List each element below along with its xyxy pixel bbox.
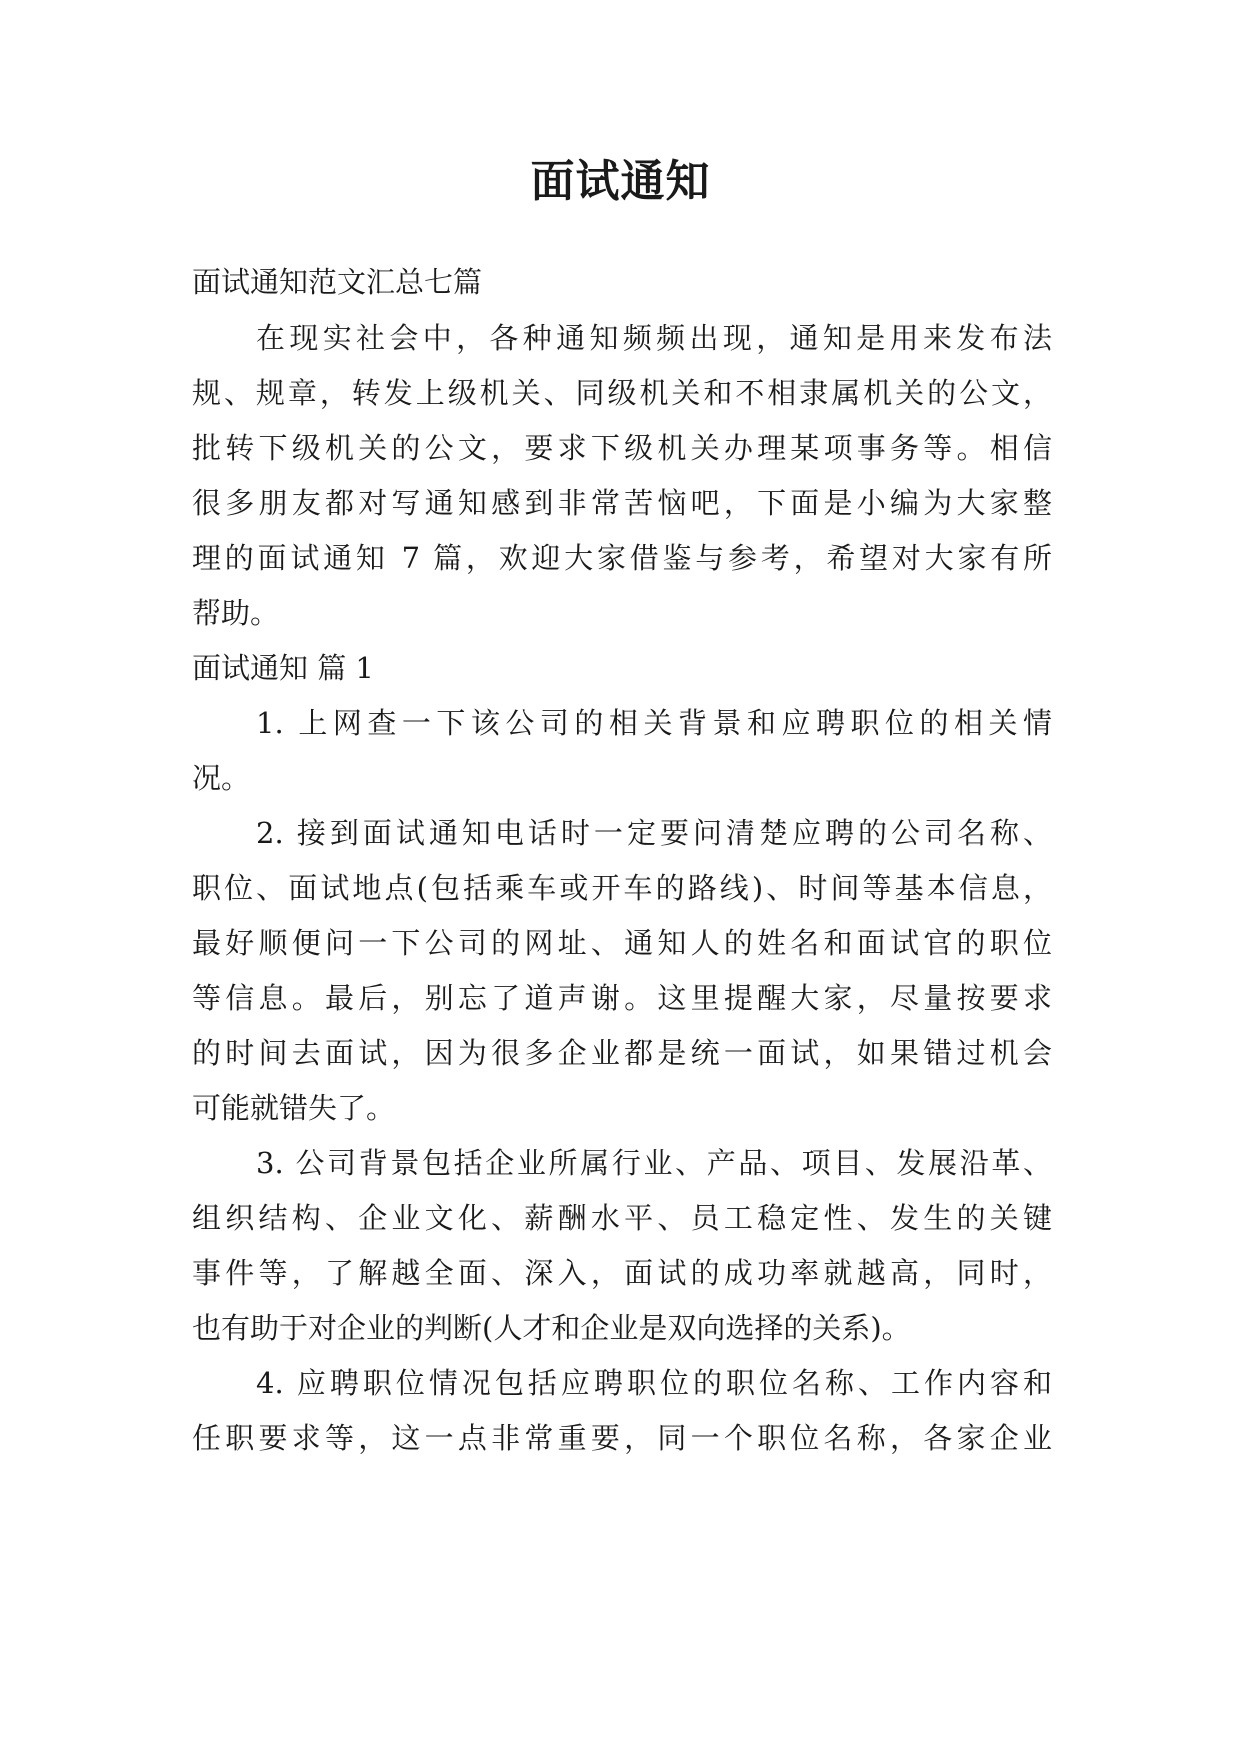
- document-subtitle: 面试通知范文汇总七篇: [192, 265, 483, 299]
- item-line: 组织结构、企业文化、薪酬水平、员工稳定性、发生的关键: [192, 1201, 1052, 1235]
- item-line: 最好顺便问一下公司的网址、通知人的姓名和面试官的职位: [192, 926, 1052, 960]
- item-line: 事件等，了解越全面、深入，面试的成功率就越高，同时，: [192, 1256, 1052, 1290]
- section-heading: 面试通知 篇 1: [192, 651, 374, 685]
- document-title: 面试通知: [530, 156, 711, 207]
- intro-line: 理的面试通知 7 篇，欢迎大家借鉴与参考，希望对大家有所: [192, 541, 1052, 575]
- item-line: 的时间去面试，因为很多企业都是统一面试，如果错过机会: [192, 1036, 1052, 1070]
- intro-line: 帮助。: [192, 596, 280, 630]
- item-line: 也有助于对企业的判断(人才和企业是双向选择的关系)。: [192, 1311, 911, 1345]
- item-line: 职位、面试地点(包括乘车或开车的路线)、时间等基本信息，: [192, 871, 1052, 905]
- item-line: 4. 应聘职位情况包括应聘职位的职位名称、工作内容和: [256, 1366, 1052, 1400]
- item-line: 可能就错失了。: [192, 1091, 396, 1125]
- intro-line: 批转下级机关的公文，要求下级机关办理某项事务等。相信: [192, 431, 1052, 465]
- item-line: 等信息。最后，别忘了道声谢。这里提醒大家，尽量按要求: [192, 981, 1052, 1015]
- intro-line: 很多朋友都对写通知感到非常苦恼吧，下面是小编为大家整: [192, 486, 1052, 520]
- intro-line: 规、规章，转发上级机关、同级机关和不相隶属机关的公文，: [192, 376, 1052, 410]
- item-line: 3. 公司背景包括企业所属行业、产品、项目、发展沿革、: [256, 1146, 1052, 1180]
- item-line: 1. 上网查一下该公司的相关背景和应聘职位的相关情: [256, 706, 1052, 740]
- item-line: 任职要求等，这一点非常重要，同一个职位名称，各家企业: [192, 1421, 1052, 1455]
- item-line: 况。: [192, 761, 251, 795]
- intro-line: 在现实社会中，各种通知频频出现，通知是用来发布法: [256, 321, 1052, 355]
- item-line: 2. 接到面试通知电话时一定要问清楚应聘的公司名称、: [256, 816, 1052, 850]
